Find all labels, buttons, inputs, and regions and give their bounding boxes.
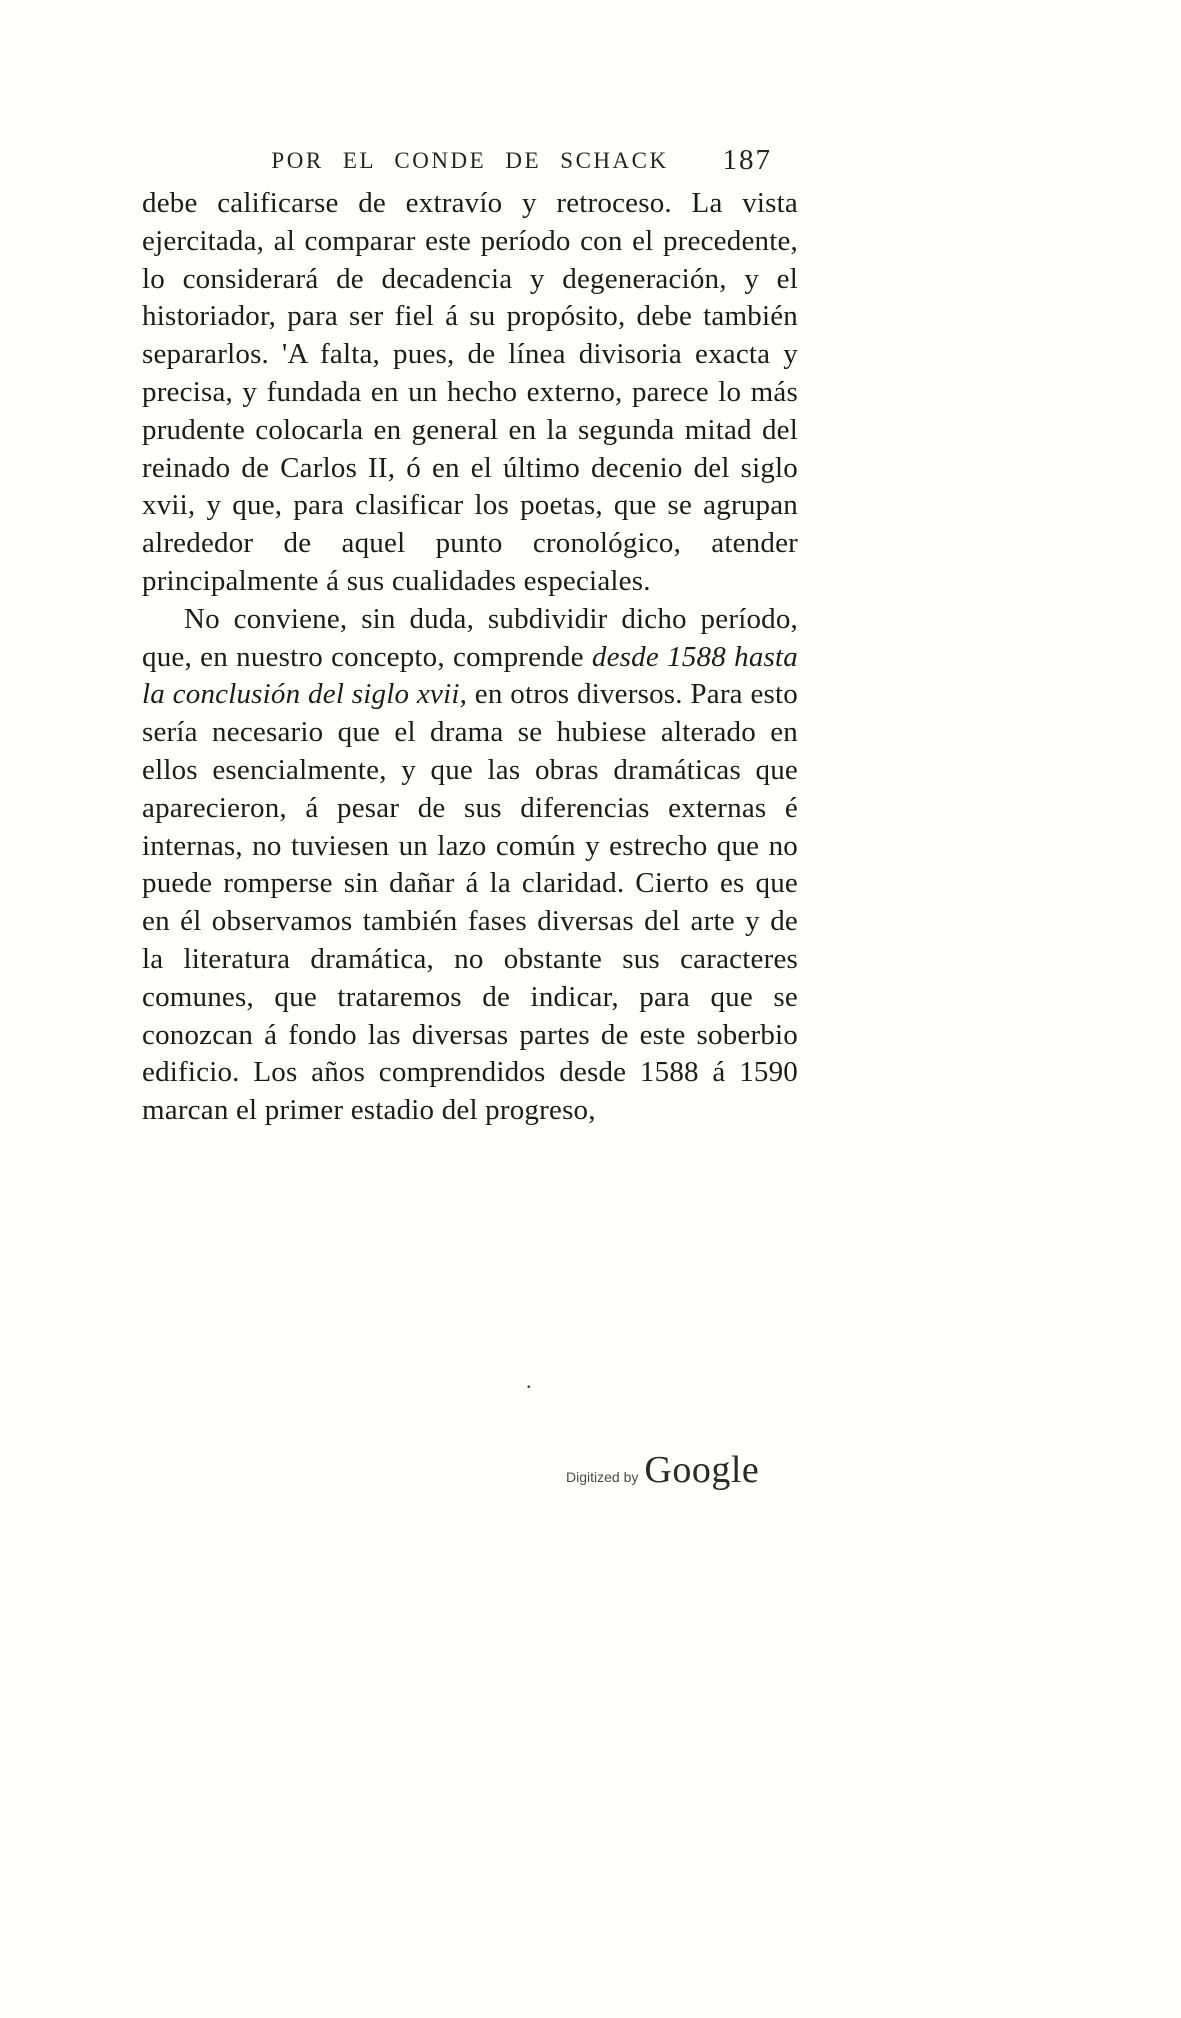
page-footer [566, 1448, 759, 1492]
digitized-by-label: Digitized by [566, 1469, 639, 1485]
paragraph-continuation: debe calificarse de extravío y retroceso. La vista ejercitada, al comparar este período con el precedente, lo considerará de decadencia y degeneración, y el historiador, para ser fiel á su propósito, debe también separarlos. 'A falta, pues, de línea divisoria exacta y precisa, y fundada en un hecho externo, parece lo más prudente colocarla en general en la segunda mitad del reinado de Carlos II, ó en el último decenio del siglo xvii, y que, para clasificar los poetas, que se agrupan alrededor de aquel punto cronológico, atender principalmente á sus cualidades especiales. [142, 187, 798, 597]
stray-mark: . [526, 1368, 532, 1393]
paragraph-italic-text: desde 1588 hasta la conclusión del siglo xvii, [142, 640, 798, 711]
paragraph-text: No conviene, sin duda, subdividir dicho período, que, en nuestro concepto, comprende [142, 602, 798, 673]
page-text [142, 185, 798, 1130]
running-title: POR EL CONDE DE SCHACK [271, 148, 669, 173]
page-number: 187 [722, 144, 772, 176]
google-watermark: Google [644, 1449, 760, 1491]
page-header [142, 144, 798, 180]
paragraph-text: en otros diversos. Para esto sería necesario que el drama se hubiese alterado en ellos esencialmente, y que las obras dramáticas que aparecieron, á pesar de sus diferencias externas é internas, no tuviesen un lazo común y estrecho que no puede romperse sin dañar á la claridad. Cierto es que en él observamos también fases diversas del arte y de la literatura dramática, no obstante sus caracteres comunes, que trataremos de indicar, para que se conozcan á fondo las diversas partes de este soberbio edificio. Los años comprendidos desde 1588 á 1590 marcan el primer estadio del progreso, [142, 678, 798, 1127]
paragraph [142, 601, 798, 1130]
